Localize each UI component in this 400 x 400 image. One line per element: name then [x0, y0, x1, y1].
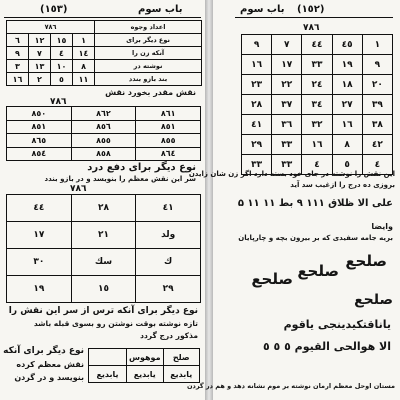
letter-table-3 — [6, 194, 201, 303]
cell: ٤١ — [242, 115, 272, 135]
cell: ١٧ — [272, 55, 302, 75]
cell: ١٦ — [242, 55, 272, 75]
cell: ٨٥٤ — [7, 147, 72, 161]
row-intro: اعداد وجوه — [95, 21, 202, 34]
cell: ١٧ — [7, 222, 72, 249]
cell: ٣٨ — [362, 115, 392, 135]
cell: ٢٨ — [71, 195, 136, 222]
block5-line: نقش معظم کرده — [16, 360, 84, 369]
cell: ٣٠ — [7, 249, 72, 276]
cell: ٣٧ — [272, 95, 302, 115]
cell: ٣٣ — [272, 155, 302, 175]
cell: ١٥ — [71, 276, 136, 303]
cell: ٣٦ — [272, 115, 302, 135]
cell: ١٥ — [51, 34, 73, 47]
cell: ٤٥ — [332, 35, 362, 55]
formula-line: علی الا ظلاق ۱۱۱ ۹ بط ۱۱ ۱۱ ۵ — [237, 198, 393, 209]
cell: ٧ — [272, 35, 302, 55]
page-number: (١٥٣) — [40, 4, 68, 15]
cell: ١٠ — [51, 60, 73, 73]
cell: ١ — [73, 34, 95, 47]
invocation: الا هوالحی القیوم ٥ ٥ ٥ — [262, 340, 391, 353]
cell: ٨٥١ — [136, 120, 201, 134]
cell: ٢٩ — [136, 276, 201, 303]
right-page — [186, 0, 400, 400]
cell: ٤٤ — [7, 195, 72, 222]
cell: ٨٥٥ — [71, 134, 136, 148]
cell: ١٣ — [29, 60, 51, 73]
cell: ٤٢ — [362, 135, 392, 155]
cell: ٨ — [332, 135, 362, 155]
row-intro: آنکه زن را — [95, 47, 202, 60]
bottom-line: مستان اوحل معظم ارمان نوشته بر موم نشانه دهد و هم در گردن — [186, 382, 395, 390]
cell: ٢٧ — [332, 95, 362, 115]
cell: ٥ — [332, 155, 362, 175]
block5-line: بنویسد و در گردن — [14, 373, 84, 382]
cell: ٣٢ — [302, 115, 332, 135]
square-header-number: ٧٨٦ — [303, 23, 320, 33]
cell: ٢١ — [71, 222, 136, 249]
cell: ٢٢ — [272, 75, 302, 95]
cell: ٤١ — [136, 195, 201, 222]
cell: ٨٥٨ — [71, 147, 136, 161]
cell: ٤ — [302, 155, 332, 175]
invocation: یاناقتکیدینجی یاقوم — [283, 318, 391, 331]
cell: ٩ — [362, 55, 392, 75]
header-rule — [235, 17, 393, 18]
block3-subtitle: سر این نقش معظم را بنویسد و در بازو بندد — [44, 175, 196, 183]
cell: ٣٣ — [272, 135, 302, 155]
square-header: ٧٨٦ — [7, 21, 95, 34]
cell: ١٦ — [302, 135, 332, 155]
cell: یابدیع — [127, 366, 164, 383]
chapter-heading: باب سوم — [240, 4, 285, 15]
cell: ١٢ — [29, 34, 51, 47]
cell: ٤٤ — [302, 35, 332, 55]
name-grid-5 — [88, 348, 200, 383]
book-gutter — [205, 0, 213, 400]
cell: موهوس — [127, 349, 164, 366]
cell: ١٩ — [332, 55, 362, 75]
cell: ٤ — [362, 155, 392, 175]
cell: ٣٣ — [242, 155, 272, 175]
cell: ٣٤ — [302, 95, 332, 115]
magic-square-5x5 — [241, 34, 393, 175]
cell: ك — [136, 249, 201, 276]
cell: صلح — [163, 349, 200, 366]
cell: ٨٥١ — [7, 120, 72, 134]
block2-header-number: ٧٨٦ — [50, 97, 67, 107]
note-line: بریه جامه سفیدی که بر بیرون بچه و چارپایان — [238, 234, 393, 242]
cell: ولد — [136, 222, 201, 249]
magic-square-1 — [6, 20, 202, 86]
cell: ٨٥٥ — [136, 134, 201, 148]
cell: ١٨ — [332, 75, 362, 95]
block4-line: مذکور درج گردد — [140, 331, 198, 340]
row-intro: نوشته در — [95, 60, 202, 73]
mid-line: بروزی ده درج را ازغیب سد آید — [290, 181, 395, 189]
block4-line: تازه نوشته بوقت نوشتن رو بسوی قبله باشد — [33, 319, 198, 328]
header-rule — [4, 17, 201, 18]
cell: ٤ — [51, 47, 73, 60]
mid-line: این نقش را نوشته در جای خود بسته دارد اگر زن شان زایدن — [188, 170, 395, 178]
calligraphy-word: صلحع — [297, 262, 339, 280]
cell: ٢٨ — [242, 95, 272, 115]
number-table-2 — [6, 106, 201, 161]
note-line: و‌ایضا — [371, 222, 393, 231]
row-intro: نوع دیگر برای — [95, 34, 202, 47]
cell: ٣٩ — [362, 95, 392, 115]
cell: ٨٥٦ — [71, 120, 136, 134]
cell — [89, 349, 127, 366]
cell: ٢٣ — [242, 75, 272, 95]
calligraphy-word: صلحع — [354, 292, 393, 308]
cell: ٨٥٠ — [7, 107, 72, 121]
page-number: (١٥٢) — [297, 4, 325, 15]
cell: ٧ — [29, 47, 51, 60]
cell: ٣ — [7, 60, 29, 73]
cell: ٨٦٢ — [71, 107, 136, 121]
block4-line: نوع دیگر برای آنکه ترس از سر این نقش را — [8, 306, 198, 316]
calligraphy-word: صلحع — [251, 270, 293, 288]
calligraphy-word: صلحع — [345, 252, 387, 270]
cell: ١٦ — [7, 73, 29, 86]
cell: ١٤ — [73, 47, 95, 60]
block3-header-number: ٧٨٦ — [70, 184, 87, 194]
cell: ٢٠ — [362, 75, 392, 95]
cell: ٢٤ — [302, 75, 332, 95]
row-footer: بند بازو بندد — [95, 73, 202, 86]
block2-title: نقش مقدر بخورد نقش — [105, 88, 196, 97]
cell: ٨٦٥ — [7, 134, 72, 148]
cell: ٩ — [7, 47, 29, 60]
chapter-heading: باب سوم — [138, 4, 183, 15]
cell: ٢٩ — [242, 135, 272, 155]
cell: ٩ — [242, 35, 272, 55]
block3-title: نوع دیگر برای دفع درد — [87, 162, 196, 173]
cell: ١٩ — [7, 276, 72, 303]
cell: ٣٣ — [302, 55, 332, 75]
cell: ١٦ — [332, 115, 362, 135]
cell: یابدیع — [89, 366, 127, 383]
cell: ٥ — [51, 73, 73, 86]
cell: ٢ — [29, 73, 51, 86]
block5-title: نوع دیگر برای آنکه — [3, 346, 84, 356]
cell: ٨ — [73, 60, 95, 73]
cell: ١١ — [73, 73, 95, 86]
cell: ٨٦١ — [136, 107, 201, 121]
cell: ٦ — [7, 34, 29, 47]
cell: ٨٦٤ — [136, 147, 201, 161]
cell: ١ — [362, 35, 392, 55]
cell: سك — [71, 249, 136, 276]
cell: یابدیع — [163, 366, 200, 383]
